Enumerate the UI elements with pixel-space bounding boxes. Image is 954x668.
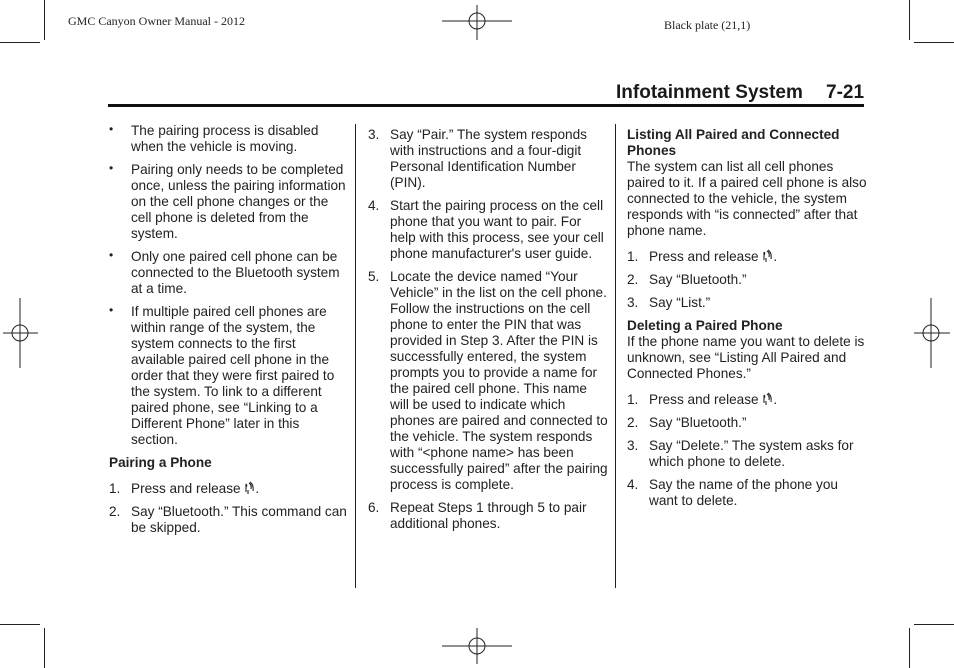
step-item — [627, 295, 867, 311]
section-title: Infotainment System — [616, 82, 803, 103]
bullet-icon: • — [109, 248, 114, 262]
step-text-body: Press and release — [649, 392, 759, 407]
paragraph: If the phone name you want to delete is unknown, see “Listing All Paired and Connected Phones.” — [627, 334, 865, 381]
step-text — [649, 249, 867, 265]
paragraph: The system can list all cell phones paired to it. If a paired cell phone is also connected to the vehicle, the system responds with “is connected” after that phone name. — [627, 159, 867, 238]
step-item — [368, 269, 608, 493]
bullet-item — [109, 162, 349, 242]
plate-label: Black plate (21,1) — [664, 18, 751, 32]
voice-phone-icon — [244, 481, 255, 495]
step-number: 1. — [627, 249, 639, 264]
bullet-icon: • — [109, 122, 114, 136]
step-text: Say “Delete.” The system asks for which phone to delete. — [649, 438, 854, 469]
step-item — [627, 249, 867, 265]
step-item — [627, 392, 867, 408]
step-number: 4. — [368, 198, 380, 213]
bullet-item — [109, 123, 349, 155]
step-number: 2. — [627, 272, 639, 287]
step-item — [368, 127, 608, 191]
step-text: Locate the device named “Your Vehicle” in the list on the cell phone. Follow the instructions on the cell phone to enter the PIN that was provided in Step 3. After the PIN is successfully entered, the system prompts you to provide a name for the paired cell phone. This name will be used to indicate which phones are paired and connected to the vehicle. The system responds with “<phone name> has been successfully paired” after the pairing process is complete. — [390, 269, 608, 492]
heading-deleting-paired-phone: Deleting a Paired Phone — [627, 318, 783, 333]
column-divider — [615, 124, 616, 588]
bullet-text: The pairing process is disabled when the vehicle is moving. — [131, 123, 319, 154]
voice-phone-icon — [762, 249, 773, 263]
step-number: 1. — [627, 392, 639, 407]
voice-phone-icon — [762, 392, 773, 406]
column-3 — [627, 127, 867, 516]
step-text-body: Press and release — [131, 481, 241, 496]
step-item — [368, 198, 608, 262]
bullet-text: Pairing only needs to be completed once, unless the pairing information on the cell phone changes or the cell phone is deleted from the system. — [131, 162, 346, 241]
step-item — [627, 415, 867, 431]
bullet-item — [109, 249, 349, 297]
bullet-icon: • — [109, 303, 114, 317]
page-number: 7-21 — [826, 82, 865, 103]
step-number: 2. — [109, 504, 121, 519]
step-number: 6. — [368, 500, 380, 515]
step-item — [627, 272, 867, 288]
registration-mark-bottom — [442, 628, 512, 664]
step-text: Say “List.” — [649, 295, 711, 310]
step-number: 3. — [368, 127, 380, 142]
step-text — [131, 481, 349, 497]
registration-mark-top — [442, 5, 512, 40]
step-text: Say “Bluetooth.” — [649, 415, 747, 430]
step-text: Say “Pair.” The system responds with instructions and a four-digit Personal Identification Number (PIN). — [390, 127, 587, 190]
step-number: 3. — [627, 438, 639, 453]
heading-pairing-a-phone: Pairing a Phone — [109, 455, 212, 470]
bullet-text: If multiple paired cell phones are within range of the system, the system connects to the first available paired cell phone in the order that they were first paired to the system. To link to a different paired phone, see “Linking to a Different Phone” later in this section. — [131, 304, 335, 447]
step-item — [368, 500, 608, 532]
step-item — [109, 481, 349, 497]
registration-mark-left — [3, 298, 38, 368]
step-text: Say “Bluetooth.” This command can be skipped. — [131, 504, 347, 535]
step-text — [649, 392, 867, 408]
bullet-icon: • — [109, 161, 114, 175]
step-text-suffix: . — [255, 481, 260, 496]
step-item — [109, 504, 349, 536]
column-divider — [355, 124, 356, 588]
step-number: 3. — [627, 295, 639, 310]
step-text: Say the name of the phone you want to delete. — [649, 477, 838, 508]
registration-mark-right — [914, 298, 950, 368]
step-text-body: Press and release — [649, 249, 759, 264]
manual-title: GMC Canyon Owner Manual - 2012 — [68, 14, 245, 28]
step-number: 5. — [368, 269, 380, 284]
step-item — [627, 438, 867, 470]
step-item — [627, 477, 867, 509]
step-number: 2. — [627, 415, 639, 430]
bullet-text: Only one paired cell phone can be connected to the Bluetooth system at a time. — [131, 249, 340, 296]
column-1 — [109, 123, 349, 543]
column-2 — [368, 127, 608, 539]
heading-listing-paired-phones: Listing All Paired and Connected Phones — [627, 127, 840, 158]
step-number: 1. — [109, 481, 121, 496]
bullet-item — [109, 304, 349, 448]
step-text-suffix: . — [773, 249, 778, 264]
step-text: Start the pairing process on the cell phone that you want to pair. For help with this process, see your cell phone manufacturer's user guide. — [390, 198, 604, 261]
step-number: 4. — [627, 477, 639, 492]
step-text: Repeat Steps 1 through 5 to pair additional phones. — [390, 500, 587, 531]
step-text: Say “Bluetooth.” — [649, 272, 747, 287]
step-text-suffix: . — [773, 392, 778, 407]
